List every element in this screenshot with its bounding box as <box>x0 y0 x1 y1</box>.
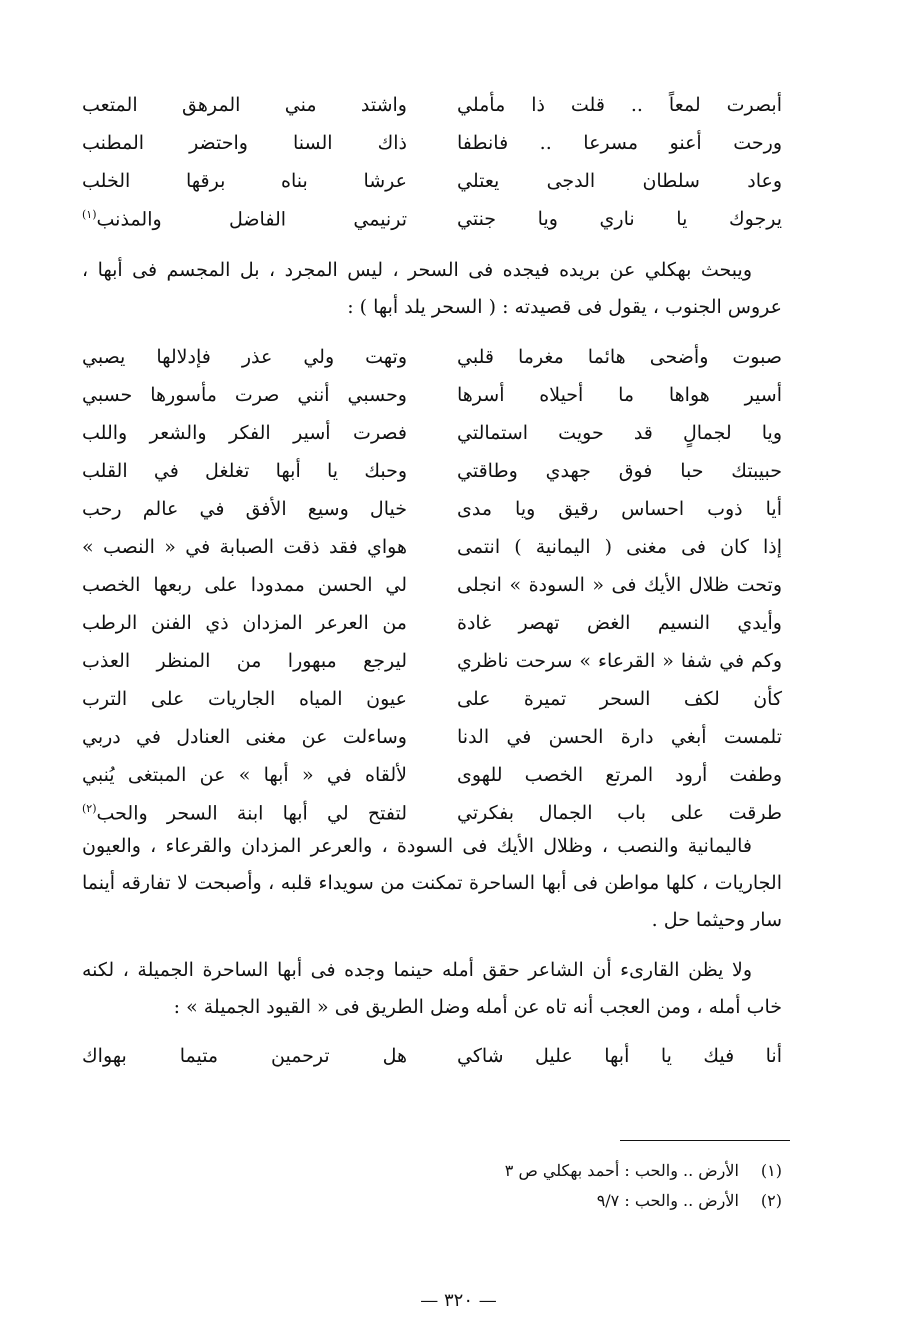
prose-paragraph-3 <box>82 952 782 1026</box>
poem-block-2 <box>82 338 782 832</box>
poem-couplet <box>82 376 782 414</box>
poem-couplet <box>82 528 782 566</box>
poem-second-hemistich: ذاك السنا واحتضر المطنب <box>82 132 407 154</box>
poem-first-hemistich: أيا ذوب احساس رقيق ويا مدى <box>457 498 782 520</box>
poem-second-hemistich: ليرجع مبهورا من المنظر العذب <box>82 650 407 672</box>
poem-couplet <box>82 718 782 756</box>
page-number: — ٣٢٠ — <box>420 1290 497 1311</box>
poem-second-hemistich: وحبك يا أبها تغلغل في القلب <box>82 460 407 482</box>
poem-couplet <box>82 86 782 124</box>
footnote <box>82 1185 782 1215</box>
poem-second-hemistich <box>82 802 407 824</box>
footnote-text: الأرض .. والحب : أحمد بهكلي ص ٣ <box>504 1160 739 1180</box>
poem-second-hemistich: عيون المياه الجاريات على الترب <box>82 688 407 710</box>
poem-first-hemistich: وكم في شفا « القرعاء » سرحت ناظري <box>457 650 782 672</box>
poem-first-hemistich: ويا لجمالٍ قد حويت استمالتي <box>457 422 782 444</box>
poem-first-hemistich: ورحت أعنو مسرعا .. فانطفا <box>457 132 782 154</box>
poem-couplet <box>82 200 782 238</box>
prose-text: ولا يظن القارىء أن الشاعر حقق أمله حينما وجده فى أبها الساحرة الجميلة ، لكنه خاب أمله ، ومن العجب أنه تاه عن أمله وضل الطريق فى « القيود الجميلة » : <box>82 959 782 1018</box>
poem-second-hemistich: هل ترحمين متيما بهواك <box>82 1045 407 1067</box>
poem-first-hemistich: أبصرت لمعاً .. قلت ذا مأملي <box>457 94 782 116</box>
poem-first-hemistich: يرجوك يا ناري ويا جنتي <box>457 208 782 230</box>
poem-first-hemistich: حبيبتك حبا فوق جهدي وطاقتي <box>457 460 782 482</box>
poem-first-hemistich: كأن لكف السحر تميرة على <box>457 688 782 710</box>
poem-first-hemistich: وأيدي النسيم الغض تهصر غادة <box>457 612 782 634</box>
poem-second-hemistich: وتهت ولي عذر فإدلالها يصبي <box>82 346 407 368</box>
footnotes <box>82 1155 782 1215</box>
poem-couplet <box>82 452 782 490</box>
poem-first-hemistich: صبوت وأضحى هائما مغرما قلبي <box>457 346 782 368</box>
footnote-number: (٢) <box>760 1190 782 1210</box>
poem-second-hemistich: وساءلت عن مغنى العنادل في دربي <box>82 726 407 748</box>
poem-second-hemistich: من العرعر المزدان ذي الفنن الرطب <box>82 612 407 634</box>
poem-first-hemistich: أسير هواها ما أحيلاه أسرها <box>457 384 782 406</box>
poem-couplet <box>82 566 782 604</box>
prose-text: ويبحث بهكلي عن بريده فيجده فى السحر ، ليس المجرد ، بل المجسم فى أبها ، عروس الجنوب ، يقول فى قصيدته : ( السحر يلد أبها ) : <box>82 259 782 318</box>
footnote-marker: (٢) <box>82 801 97 815</box>
poem-second-hemistich: لألقاه في « أبها » عن المبتغى يُنبي <box>82 764 407 786</box>
prose-text: فاليمانية والنصب ، وظلال الأيك فى السودة ، والعرعر المزدان والقرعاء ، والعيون الجاريات ، كلها مواطن فى أبها الساحرة تمكنت من سويداء قلبه ، وأصبحت لا تفارقه أينما سار وحيثما حل . <box>82 835 782 931</box>
poem-couplet <box>82 414 782 452</box>
prose-paragraph-1 <box>82 252 782 326</box>
poem-couplet <box>82 162 782 200</box>
footnote <box>82 1155 782 1185</box>
poem-first-hemistich: إذا كان فى مغنى ( اليمانية ) انتمى <box>457 536 782 558</box>
poem-second-hemistich: وحسبي أنني صرت مأسورها حسبي <box>82 384 407 406</box>
footnote-marker: (١) <box>82 207 97 221</box>
poem-couplet <box>82 490 782 528</box>
poem-couplet <box>82 124 782 162</box>
poem-first-hemistich: تلمست أبغي دارة الحسن في الدنا <box>457 726 782 748</box>
poem-second-hemistich: خيال وسيع الأفق في عالم رحب <box>82 498 407 520</box>
final-couplet <box>82 1045 782 1067</box>
poem-couplet <box>82 680 782 718</box>
poem-second-hemistich-text: ترنيمي الفاضل والمذنب <box>96 208 407 231</box>
poem-second-hemistich: واشتد مني المرهق المتعب <box>82 94 407 116</box>
poem-couplet <box>82 338 782 376</box>
poem-second-hemistich: لي الحسن ممدودا على ربعها الخصب <box>82 574 407 596</box>
footnote-divider <box>620 1140 790 1141</box>
footnote-number: (١) <box>760 1160 782 1180</box>
prose-paragraph-2 <box>82 828 782 939</box>
poem-first-hemistich: وعاد سلطان الدجى يعتلي <box>457 170 782 192</box>
poem-first-hemistich: أنا فيك يا أبها عليل شاكي <box>457 1045 782 1067</box>
poem-couplet <box>82 604 782 642</box>
poem-first-hemistich: طرقت على باب الجمال بفكرتي <box>457 802 782 824</box>
poem-block-1 <box>82 86 782 238</box>
poem-second-hemistich: عرشا بناه برقها الخلب <box>82 170 407 192</box>
footnote-text: الأرض .. والحب : ٩/٧ <box>596 1190 739 1210</box>
poem-second-hemistich-text: لتفتح لي أبها ابنة السحر والحب <box>96 802 407 825</box>
poem-couplet <box>82 794 782 832</box>
poem-first-hemistich: وطفت أرود المرتع الخصب للهوى <box>457 764 782 786</box>
poem-couplet <box>82 756 782 794</box>
poem-second-hemistich <box>82 208 407 230</box>
poem-second-hemistich: هواي فقد ذقت الصبابة في « النصب » <box>82 536 407 558</box>
poem-first-hemistich: وتحت ظلال الأيك فى « السودة » انجلى <box>457 574 782 596</box>
poem-couplet <box>82 642 782 680</box>
poem-second-hemistich: فصرت أسير الفكر والشعر واللب <box>82 422 407 444</box>
